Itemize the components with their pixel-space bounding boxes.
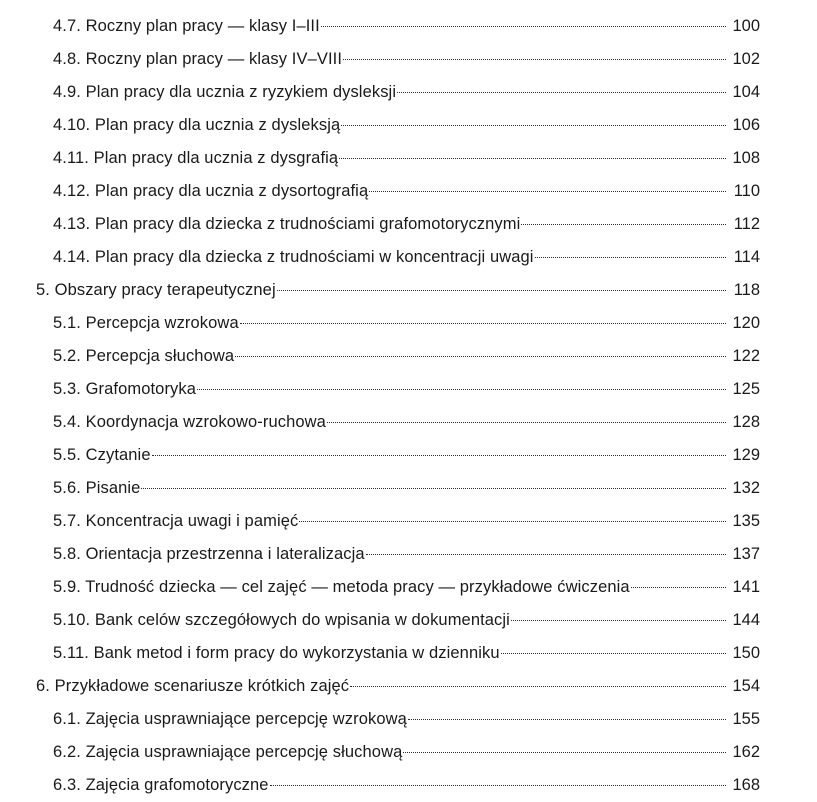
toc-entry-page-number: 114 [733,248,760,266]
toc-entry-page-number: 125 [732,380,760,398]
toc-entry[interactable] [0,76,817,109]
dot-leader [511,619,726,621]
dot-leader [535,256,726,258]
toc-entry-title: 4.12. Plan pracy dla ucznia z dysortografią [53,182,369,200]
dot-leader [403,751,726,753]
toc-entry-page-number: 104 [732,83,760,101]
toc-entry-title: 5.8. Orientacja przestrzenna i lateralizacja [53,545,365,563]
toc-entry[interactable] [0,274,817,307]
dot-leader [327,421,726,423]
table-of-contents [0,10,817,802]
dot-leader [152,454,726,456]
toc-entry-title: 5.9. Trudność dziecka — cel zajęć — metoda pracy — przykładowe ćwiczenia [53,578,630,596]
toc-entry[interactable] [0,439,817,472]
toc-entry-page-number: 129 [732,446,760,464]
toc-entry[interactable] [0,703,817,736]
toc-entry-page-number: 150 [732,644,760,662]
toc-entry[interactable] [0,373,817,406]
dot-leader [321,25,726,27]
toc-entry[interactable] [0,307,817,340]
toc-entry-page-number: 155 [732,710,760,728]
dot-leader [277,289,726,291]
dot-leader [299,520,726,522]
toc-entry-page-number: 110 [733,182,760,200]
dot-leader [501,652,726,654]
dot-leader [235,355,726,357]
toc-entry-page-number: 162 [732,743,760,761]
toc-entry[interactable] [0,406,817,439]
toc-entry-title: 6.2. Zajęcia usprawniające percepcję słuchową [53,743,403,761]
dot-leader [197,388,726,390]
dot-leader [369,190,726,192]
toc-entry-title: 5. Obszary pracy terapeutycznej [36,281,276,299]
toc-entry[interactable] [0,43,817,76]
toc-entry-page-number: 132 [732,479,760,497]
toc-entry[interactable] [0,604,817,637]
dot-leader [521,223,726,225]
toc-entry-page-number: 100 [732,17,760,35]
toc-entry-title: 5.5. Czytanie [53,446,151,464]
dot-leader [350,685,726,687]
toc-entry-title: 5.7. Koncentracja uwagi i pamięć [53,512,299,530]
toc-entry-title: 4.9. Plan pracy dla ucznia z ryzykiem dysleksji [53,83,397,101]
toc-entry-title: 5.6. Pisanie [53,479,141,497]
toc-entry-page-number: 141 [732,578,760,596]
toc-entry-page-number: 106 [732,116,760,134]
toc-entry-title: 4.7. Roczny plan pracy — klasy I–III [53,17,320,35]
dot-leader [141,487,726,489]
toc-entry-page-number: 144 [732,611,760,629]
toc-entry-title: 6. Przykładowe scenariusze krótkich zajęć [36,677,350,695]
toc-entry-page-number: 135 [732,512,760,530]
toc-entry-page-number: 128 [732,413,760,431]
dot-leader [408,718,726,720]
toc-entry-title: 4.8. Roczny plan pracy — klasy IV–VIII [53,50,343,68]
toc-entry-page-number: 137 [732,545,760,563]
toc-entry-title: 4.13. Plan pracy dla dziecka z trudnościami grafomotorycznymi [53,215,521,233]
toc-entry[interactable] [0,538,817,571]
toc-entry-title: 5.10. Bank celów szczegółowych do wpisania w dokumentacji [53,611,510,629]
toc-entry[interactable] [0,175,817,208]
toc-entry[interactable] [0,10,817,43]
toc-entry-title: 4.11. Plan pracy dla ucznia z dysgrafią [53,149,339,167]
dot-leader [341,124,726,126]
toc-entry-title: 4.10. Plan pracy dla ucznia z dysleksją [53,116,341,134]
dot-leader [240,322,726,324]
toc-entry-title: 6.3. Zajęcia grafomotoryczne [53,776,269,794]
dot-leader [397,91,726,93]
toc-entry[interactable] [0,208,817,241]
toc-entry[interactable] [0,670,817,703]
toc-entry-title: 6.1. Zajęcia usprawniające percepcję wzrokową [53,710,407,728]
toc-entry[interactable] [0,109,817,142]
toc-entry-page-number: 108 [732,149,760,167]
toc-entry-title: 5.11. Bank metod i form pracy do wykorzystania w dzienniku [53,644,500,662]
toc-entry-title: 5.3. Grafomotoryka [53,380,197,398]
toc-entry[interactable] [0,142,817,175]
dot-leader [631,586,726,588]
toc-entry[interactable] [0,571,817,604]
dot-leader [343,58,726,60]
toc-entry-page-number: 168 [732,776,760,794]
toc-entry-page-number: 118 [733,281,760,299]
toc-entry-title: 5.1. Percepcja wzrokowa [53,314,239,332]
toc-entry-page-number: 112 [733,215,760,233]
toc-entry[interactable] [0,241,817,274]
dot-leader [366,553,726,555]
toc-entry-title: 5.2. Percepcja słuchowa [53,347,235,365]
toc-entry[interactable] [0,505,817,538]
toc-entry[interactable] [0,769,817,802]
toc-entry[interactable] [0,340,817,373]
toc-entry-title: 5.4. Koordynacja wzrokowo-ruchowa [53,413,326,431]
toc-entry-title: 4.14. Plan pracy dla dziecka z trudnościami w koncentracji uwagi [53,248,534,266]
toc-entry-page-number: 122 [732,347,760,365]
dot-leader [339,157,726,159]
toc-entry-page-number: 154 [732,677,760,695]
toc-entry-page-number: 120 [732,314,760,332]
toc-entry[interactable] [0,637,817,670]
toc-entry-page-number: 102 [732,50,760,68]
toc-entry[interactable] [0,736,817,769]
toc-entry[interactable] [0,472,817,505]
dot-leader [270,784,726,786]
